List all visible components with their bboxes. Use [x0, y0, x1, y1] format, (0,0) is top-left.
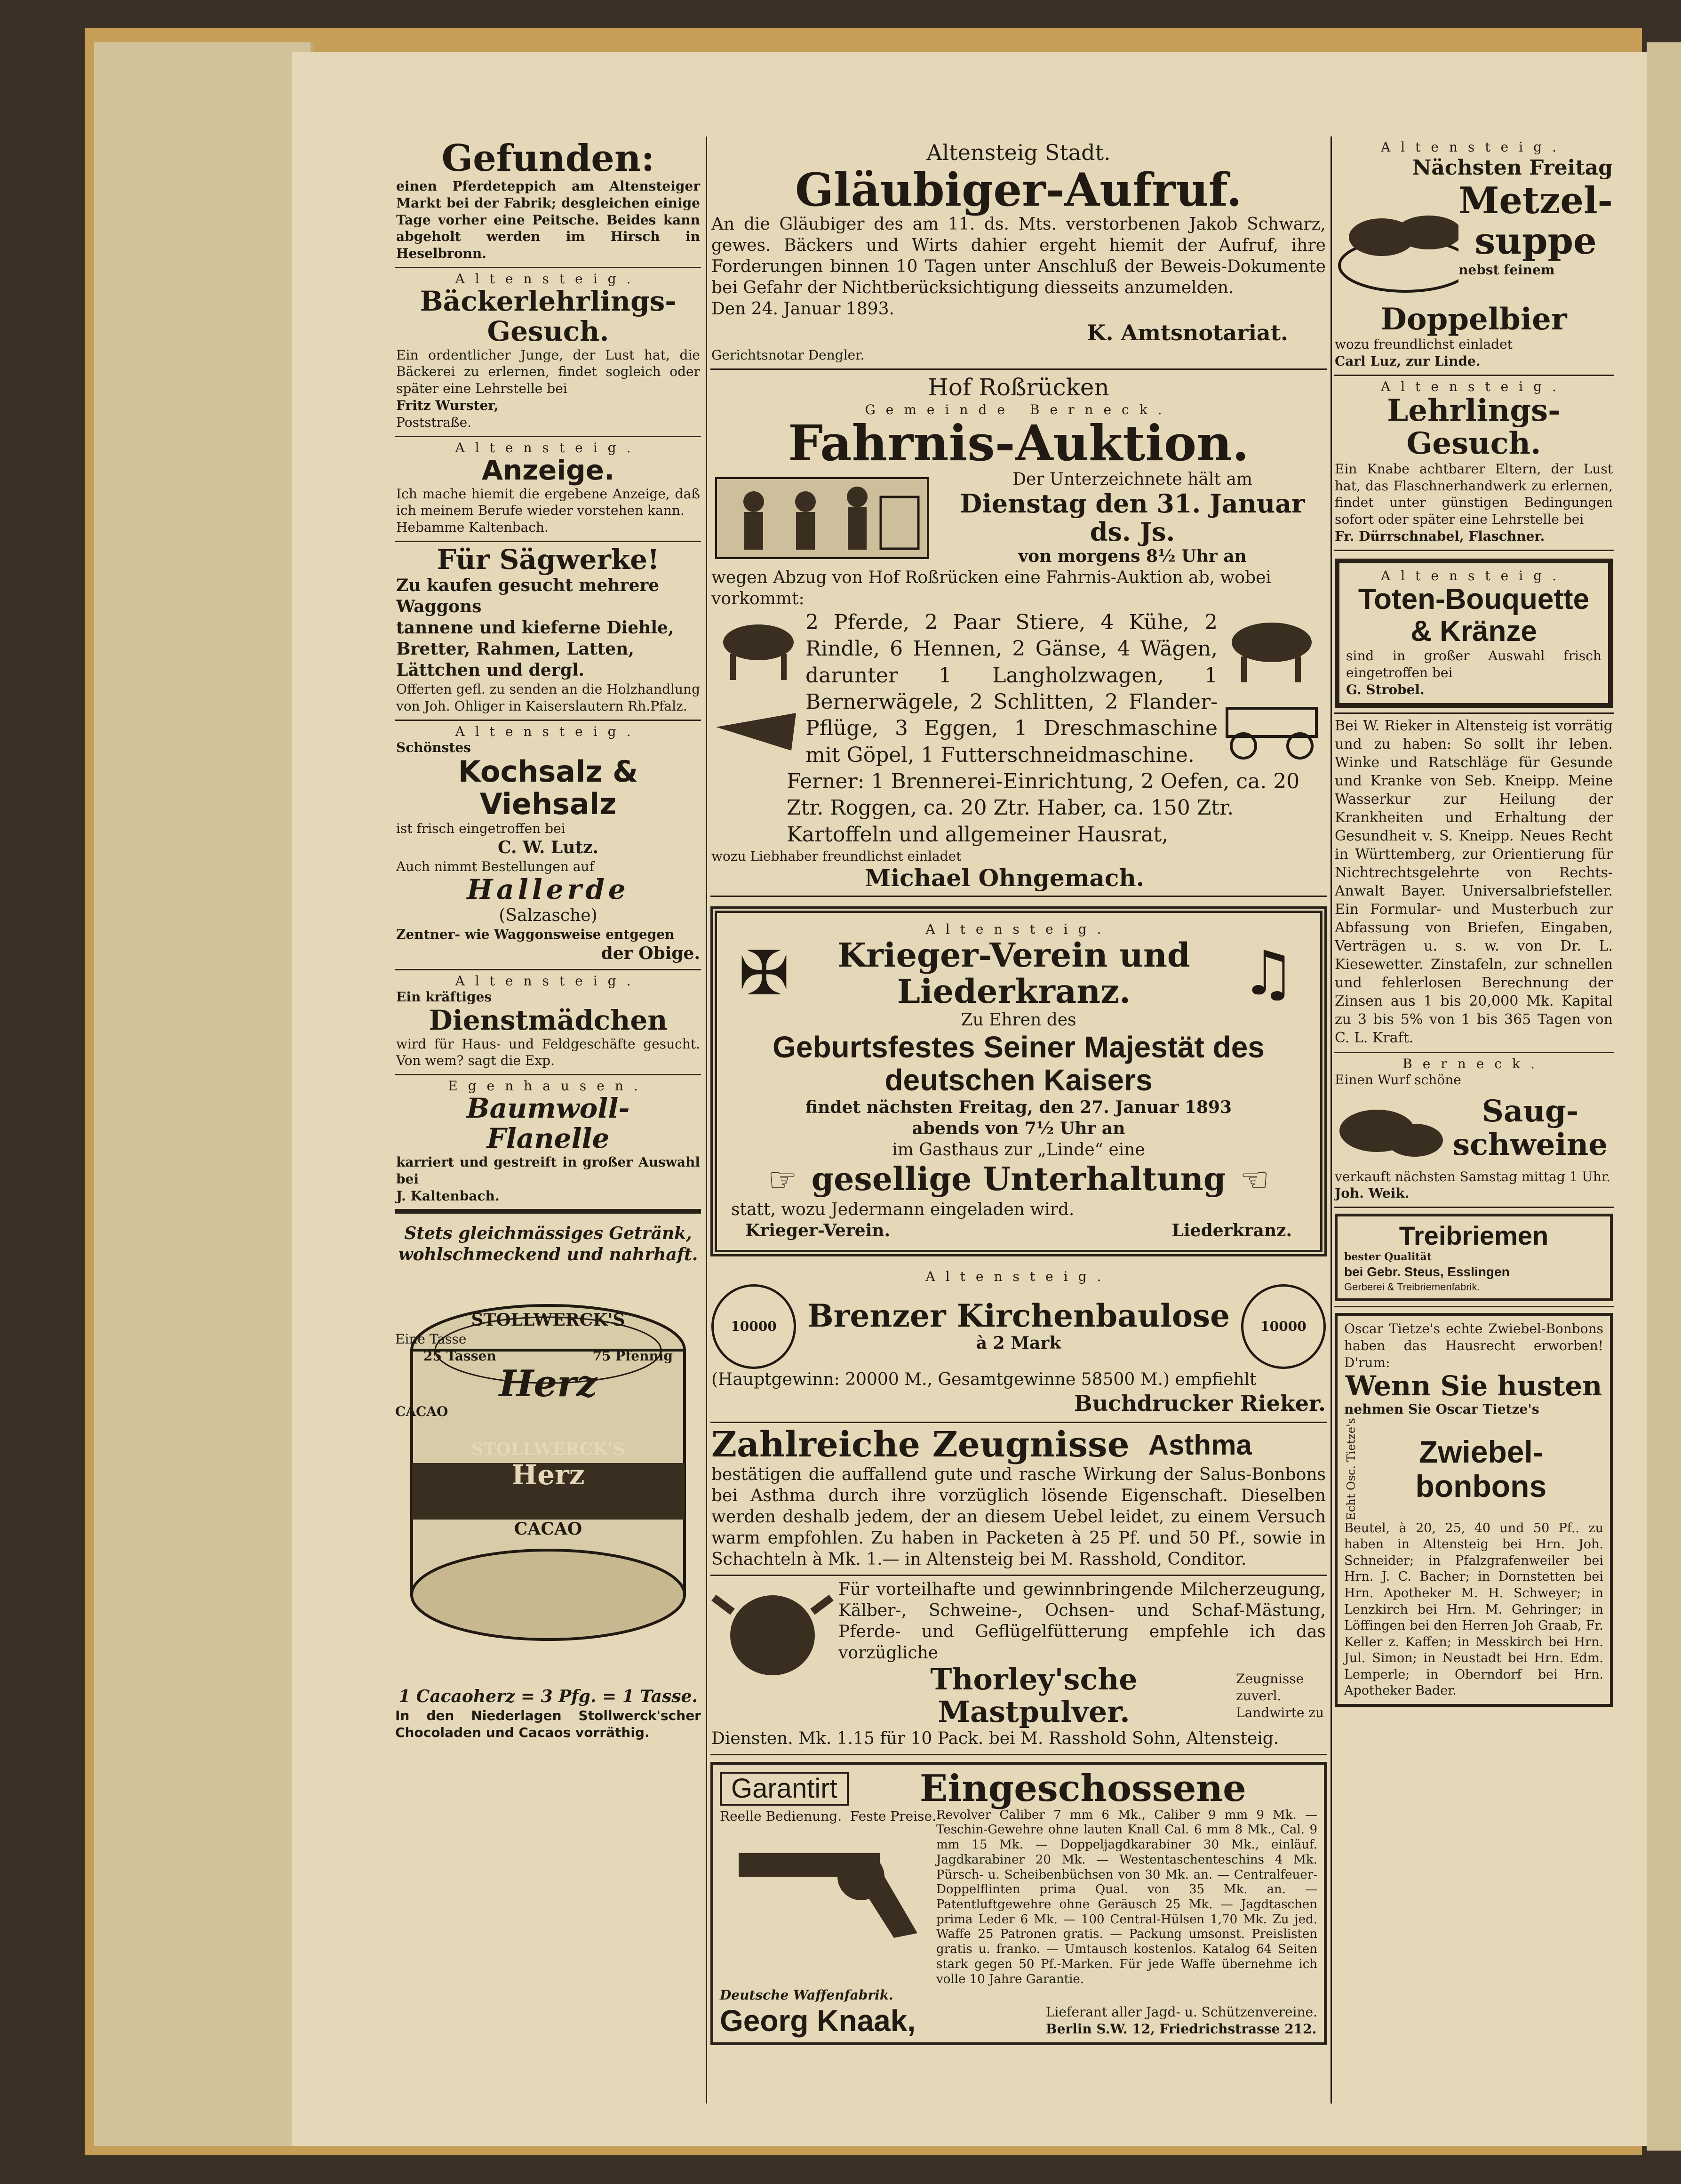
ad-title: Brenzer Kirchenbaulose: [807, 1297, 1230, 1334]
pointing-hand-right-icon: ☞: [767, 1160, 797, 1199]
ad-municipality: Gemeinde Berneck.: [865, 402, 1172, 418]
next-page-edge: [1647, 42, 1681, 2151]
tin-cacao-2: CACAO: [514, 1519, 582, 1539]
ad-text: Ein Knabe achtbarer Eltern, der Lust hat, das Flaschnerhandwerk zu erlernen, findet unter günstigen Bedingungen sofort oder später eine Lehrstelle bei: [1335, 461, 1613, 528]
ad-toten-bouquette: [1335, 559, 1613, 708]
ad-pre: Schönstes: [396, 739, 471, 755]
tin-cacao: CACAO: [395, 1403, 448, 1419]
ad-signature: bei Gebr. Steus, Esslingen: [1344, 1264, 1510, 1280]
ad-stollwerck: [395, 1214, 701, 1741]
ad-gefunden: [395, 136, 701, 268]
auction-scene-illustration: [711, 469, 932, 563]
ad-place: Altensteig.: [1380, 139, 1567, 155]
ad-signature-2: Gerichtsnotar Dengler.: [711, 347, 865, 363]
column-right: [1334, 136, 1614, 2113]
ad-title-2: Viehsalz: [479, 786, 617, 821]
ad-signature: Joh. Weik.: [1335, 1185, 1410, 1201]
lyre-icon: ♫: [1241, 937, 1296, 1009]
ad-mastpulver: [710, 1576, 1327, 1755]
ad-title: Kochsalz &: [458, 754, 638, 789]
stollwerck-footer: In den Niederlagen Stollwerck'scher Chocoladen und Cacaos vorräthig.: [395, 1708, 701, 1741]
ad-date: Den 24. Januar 1893.: [711, 299, 894, 319]
ad-text-2: abends von 7½ Uhr an: [912, 1118, 1125, 1138]
ad-title-2: & Kränze: [1410, 615, 1537, 648]
tin-brand: STOLLWERCK'S: [471, 1310, 625, 1330]
ad-title: Anzeige.: [481, 454, 615, 486]
ad-dienstmaedchen: [395, 970, 701, 1075]
ad-signature: C. W. Lutz.: [497, 837, 599, 857]
ad-salz: [395, 721, 701, 970]
ad-text: Revolver Caliber 7 mm 6 Mk., Caliber 9 mm 9 Mk. — Teschin-Gewehre ohne lauten Knall Cal. 6 mm 8 Mk., Cal. 9 mm 15 Mk. — Doppeljagdkarabiner 30 Mk., einläuf. Jagdkarabiner 20 Mk. — Westentaschenteschins 4 Mk. Pürsch- u. Scheibenbüchsen von 30 Mk. an. — Centralfeuer-Doppelflinten prima Qual. von 35 Mk. an. — Patentluftgewehre ohne Geräusch 25 Mk. — Jagdtaschen prima Leder 6 Mk. — 100 Central-Hülsen 1,70 Mk. Zu jed. Waffe 25 Patronen gratis. — Packung umsonst. Preislisten gratis u. franko. — Umtausch kostenlos. Katalog 64 Seiten stark gegen 50 Pf.-Marken. Für jede Waffe übernehme ich volle 10 Jahre Garantie.: [936, 1808, 1317, 1986]
auction-more: Ferner: 1 Brennerei-Einrichtung, 2 Oefen, ca. 20 Ztr. Roggen, ca. 20 Ztr. Haber, ca. 150 Ztr. Kartoffeln und allgemeiner Hausrat,: [787, 769, 1300, 847]
ad-place: Altensteig Stadt.: [926, 140, 1111, 165]
ad-text: An die Gläubiger des am 11. ds. Mts. verstorbenen Jakob Schwarz, gewes. Bäckers und Wirts dahier ergeht hiemit der Aufruf, ihre Forderungen binnen 10 Tagen unter Anschluß der Beweis-Dokumente bei Gefahr der Nichtberücksichtigung diesseits anzumelden.: [711, 215, 1326, 298]
binding-strip: [94, 42, 314, 2146]
ad-title: Fahrnis-Auktion.: [788, 414, 1249, 472]
ad-title-2: Liederkranz.: [897, 971, 1131, 1011]
ad-text: (Hauptgewinn: 20000 M., Gesamtgewinne 58500 M.) empfiehlt: [711, 1369, 1257, 1389]
sausage-platter-illustration: [1335, 181, 1458, 303]
ad-salus-bonbons: [710, 1423, 1327, 1576]
cow-and-wagon-icons: [1218, 609, 1326, 765]
ad-label: Reelle Bedienung.: [720, 1808, 842, 1824]
ad-glaeubiger: [710, 136, 1327, 370]
ad-signature: Michael Ohngemach.: [864, 864, 1145, 892]
ad-text: wird für Haus- und Feldgeschäfte gesucht. Von wem? sagt die Exp.: [396, 1036, 700, 1069]
ad-text-2: Offerten gefl. zu senden an die Holzhandlung von Joh. Ohliger in Kaiserslautern Rh.Pfalz.: [396, 681, 700, 714]
ad-fahrnis-auktion: [710, 370, 1327, 897]
tin-brand-2: STOLLWERCK'S: [471, 1439, 625, 1459]
ad-headline-2: deutschen Kaisers: [884, 1063, 1153, 1097]
ad-text-1: findet nächsten Freitag, den 27. Januar 1893: [805, 1097, 1232, 1117]
ad-address: Lieferant aller Jagd- u. Schützenvereine.: [1045, 2004, 1317, 2020]
ad-anzeige: [395, 437, 701, 542]
stollwerck-slogan: Stets gleichmässiges Getränk, wohlschmeckend und nahrhaft.: [398, 1224, 698, 1265]
ad-title: Dienstmädchen: [429, 1004, 668, 1036]
ad-lead: nehmen Sie Oscar Tietze's: [1344, 1401, 1539, 1417]
ad-event: gesellige Unterhaltung: [811, 1160, 1226, 1199]
ad-place: Altensteig.: [455, 723, 641, 739]
ad-title-2: schweine: [1453, 1127, 1608, 1162]
ad-text-3: im Gasthaus zur „Linde“ eine: [892, 1140, 1145, 1160]
ad-title: Metzel-: [1458, 179, 1613, 222]
ad-signature: Krieger-Verein.: [745, 1220, 890, 1240]
ad-text-4: statt, wozu Jedermann eingeladen wird.: [731, 1200, 1075, 1219]
ad-title: Gläubiger-Aufruf.: [795, 163, 1242, 216]
ad-title: Treibriemen: [1399, 1221, 1549, 1251]
horse-and-plough-icons: [711, 609, 805, 765]
ad-title: Für Sägwerke!: [437, 544, 660, 576]
ad-krieger-verein: [710, 906, 1327, 1256]
tin-count: 25 Tassen: [423, 1348, 496, 1364]
ad-brand: Zwiebel-: [1418, 1434, 1543, 1470]
ad-text: tannene und kieferne Diehle, Bretter, Rahmen, Latten, Lättchen und dergl.: [396, 617, 674, 680]
ad-pre: Zu Ehren des: [961, 1010, 1076, 1030]
ad-saegwerke: [395, 542, 701, 720]
ad-signature: Buchdrucker Rieker.: [1074, 1390, 1326, 1416]
ad-place: Altensteig.: [455, 440, 641, 456]
ad-title: Thorley'sche Mastpulver.: [930, 1662, 1138, 1729]
ad-text: verkauft nächsten Samstag mittag 1 Uhr.: [1335, 1168, 1611, 1184]
ad-zwiebelbonbons: [1335, 1313, 1613, 1707]
ad-signature: Hebamme Kaltenbach.: [396, 520, 549, 536]
ad-signature: Fr. Dürrschnabel, Flaschner.: [1335, 528, 1545, 544]
auction-invite: wozu Liebhaber freundlichst einladet: [711, 848, 962, 864]
ad-pre: Einen Wurf schöne: [1335, 1072, 1461, 1088]
ad-signature: G. Strobel.: [1346, 682, 1425, 697]
ad-title: Baumwoll-: [466, 1092, 630, 1125]
ad-place: Hof Roßrücken: [928, 373, 1109, 401]
ad-signature-street: Poststraße.: [396, 414, 472, 430]
ad-item: Hallerde: [467, 873, 629, 906]
ad-place: Altensteig.: [925, 921, 1112, 937]
tin-sub: Eine Tasse: [395, 1331, 467, 1347]
auction-date: Dienstag den 31. Januar ds. Js.: [960, 488, 1305, 547]
ad-georg-knaak: [710, 1762, 1327, 2045]
ad-title: Lehrlings-Gesuch.: [1387, 393, 1561, 462]
ad-quality: bester Qualität: [1344, 1250, 1432, 1263]
ad-text-2: Diensten. Mk. 1.15 für 10 Pack. bei M. Rasshold Sohn, Altensteig.: [711, 1728, 1279, 1748]
column-middle: [710, 136, 1327, 2113]
ad-title: Krieger-Verein und: [837, 935, 1190, 975]
ad-lead: Zu kaufen gesucht mehrere Waggons: [396, 575, 660, 616]
ad-place: Altensteig.: [455, 973, 641, 989]
ad-text: Oscar Tietze's echte Zwiebel-Bonbons haben das Hausrecht erworben! D'rum:: [1344, 1321, 1603, 1370]
ad-pre: Ein kräftiges: [396, 989, 492, 1005]
ad-place: Altensteig.: [1380, 379, 1567, 395]
pointing-hand-left-icon: ☜: [1240, 1160, 1270, 1199]
money-bag-icon: 10000: [711, 1284, 796, 1369]
ad-title-2: Flanelle: [486, 1122, 610, 1155]
ad-keyword: Asthma: [1148, 1429, 1252, 1461]
ad-place: Egenhausen.: [448, 1078, 648, 1094]
ad-garantirt: Garantirt: [720, 1772, 849, 1806]
tin-price: 75 Pfennig: [592, 1348, 673, 1364]
ad-brenzer-lose: [710, 1266, 1327, 1424]
piglets-illustration: [1335, 1088, 1448, 1168]
auction-text-2: wegen Abzug von Hof Roßrücken eine Fahrnis-Auktion ab, wobei vorkommt:: [711, 568, 1271, 609]
iron-cross-icon: ✠: [738, 937, 790, 1009]
ad-place: Altensteig.: [455, 271, 641, 287]
ad-text: Ich mache hiemit die ergebene Anzeige, daß ich meinem Berufe wieder vorstehen kann.: [396, 486, 700, 519]
ad-side: Zeugnisse zuverl. Landwirte zu: [1236, 1671, 1324, 1720]
stollwerck-price-slogan: 1 Cacaoherz = 3 Pfg. = 1 Tasse.: [398, 1687, 698, 1707]
tin-name: Herz: [499, 1362, 598, 1405]
column-rule: [1330, 136, 1332, 2104]
column-left: [395, 136, 701, 2113]
ad-paren: (Salzasche): [499, 906, 598, 926]
ad-subtitle: Gerberei & Treibriemenfabrik.: [1344, 1280, 1480, 1293]
revolver-illustration: [720, 1825, 936, 1947]
ad-label-2: Feste Preise.: [850, 1808, 936, 1824]
ad-treibriemen: [1335, 1214, 1613, 1301]
ad-text-2: Beutel, à 20, 25, 40 und 50 Pf.. zu haben in Altensteig bei Hrn. Joh. Schneider; in Pfalzgrafenweiler bei Hrn. J. C. Bacher; in Dornstetten bei Hrn. Apotheker M. H. Schweyer; in Lenzkirch bei Hrn. M. Gehringer; in Löffingen bei den Herren Joh Graab, Fr. Keller z. Kaffen; in Messkirch bei Hrn. Jul. Simon; in Neustadt bei Hrn. Edm. Lemperle; in Oberndorf bei Hrn. Apotheker Bader.: [1344, 1520, 1603, 1698]
column-rule: [706, 136, 707, 2104]
auction-text-1: Der Unterzeichnete hält am: [1012, 470, 1252, 489]
ad-address-2: Berlin S.W. 12, Friedrichstrasse 212.: [1045, 2021, 1317, 2037]
auction-items: 2 Pferde, 2 Paar Stiere, 4 Kühe, 2 Rindle, 6 Hennen, 2 Gänse, 4 Wägen, darunter 1 Langholzwagen, 1 Bernerwägele, 2 Schlitten, 2 Flander-Pflüge, 3 Eggen, 1 Dreschmaschine mit Göpel, 1 Futterschneidmaschine.: [805, 610, 1218, 767]
ad-place: Berneck.: [1402, 1056, 1545, 1072]
ad-signature: Georg Knaak,: [720, 2003, 916, 2038]
ad-title-3: Doppelbier: [1380, 302, 1567, 337]
ad-text: ist frisch eingetroffen bei: [396, 820, 566, 836]
ad-fabrik: Deutsche Waffenfabrik.: [720, 1987, 893, 2003]
ad-text: sind in großer Auswahl frisch eingetroffen bei: [1346, 648, 1601, 681]
ad-metzelsuppe: [1334, 136, 1614, 376]
ad-text: einen Pferdeteppich am Altensteiger Markt bei der Fabrik; desgleichen einige Tage vorher eine Peitsche. Beides kann abgeholt werden im Hirsch in Heselbronn.: [396, 178, 700, 262]
ad-baeckerlehrling: [395, 268, 701, 437]
ad-title: Toten-Bouquette: [1358, 583, 1590, 616]
ad-place: Altensteig.: [925, 1268, 1112, 1284]
ad-signature: Fritz Wurster,: [396, 398, 499, 414]
ad-buecher: [1334, 714, 1614, 1053]
ad-signature-2: der Obige.: [601, 943, 700, 963]
ad-text: karriert und gestreift in großer Auswahl bei: [396, 1154, 700, 1187]
ad-text: Nächsten Freitag: [1412, 156, 1613, 180]
ad-text: Für vorteilhafte und gewinnbringende Milcherzeugung, Kälber-, Schweine-, Ochsen- und Schaf-Mästung, Pferde- und Geflügelfütterung empfehle ich das vorzügliche: [838, 1580, 1326, 1663]
ad-text-2: nebst feinem: [1458, 262, 1555, 278]
ad-title: Eingeschossene: [919, 1767, 1246, 1810]
money-bag-icon: 10000: [1241, 1284, 1326, 1369]
ad-invite: wozu freundlichst einladet: [1335, 336, 1513, 352]
ad-side: Echt Osc. Tietze's: [1345, 1418, 1358, 1520]
ad-place: Altensteig.: [1380, 568, 1567, 584]
ad-title: Saug-: [1482, 1094, 1579, 1129]
ad-text: Bei W. Rieker in Altensteig ist vorrätig und zu haben: So sollt ihr leben. Winke und Ratschläge für Gesunde und Kranke von Seb. Kneipp. Meine Wasserkur zur Heilung der Krankheiten und Erhaltung der Gesundheit v. S. Kneipp. Neues Recht in Württemberg, zur Orientierung für Nichtrechtsgelehrte von Rechts-Anwalt Bayer. Universalbriefsteller. Ein Formular- und Musterbuch zur Abfassung von Briefen, Eingaben, Verträgen u. s. w. von Dr. L. Kiesewetter. Zinstafeln, zur schnellen und fehlerlosen Berechnung der Zinsen aus 1 bis 20,000 Mk. Kapital zu 3 bis 5% von 1 bis 365 Tagen von C. L. Kraft.: [1335, 717, 1613, 1046]
ad-signature-2: Liederkranz.: [1171, 1220, 1292, 1240]
ad-title: Bäckerlehrlings-Gesuch.: [420, 285, 677, 347]
ad-baumwolle: [395, 1075, 701, 1214]
ad-saugschweine: [1334, 1053, 1614, 1208]
ad-headline: Geburtsfestes Seiner Majestät des: [773, 1030, 1265, 1064]
ad-signature: J. Kaltenbach.: [396, 1188, 500, 1204]
ad-text: Ein ordentlicher Junge, der Lust hat, die Bäckerei zu erlernen, findet sogleich oder später eine Lehrstelle bei: [396, 347, 700, 397]
ad-text: bestätigen die auffallend gute und rasche Wirkung der Salus-Bonbons bei Asthma durch ihre vorzüglich lösende Eigenschaft. Dieselben werden deshalb jedem, der an diesem Uebel leidet, zu einem Versuch warm empfohlen. Zu haben in Packeten à 25 Pf. und 50 Pf., sowie in Schachteln à Mk. 1.— in Altensteig bei M. Rasshold, Conditor.: [711, 1465, 1326, 1569]
ad-text-2: Auch nimmt Bestellungen auf: [396, 858, 594, 874]
ad-title: Wenn Sie husten: [1345, 1369, 1602, 1402]
ad-title: Gefunden:: [441, 137, 655, 180]
ad-price: à 2 Mark: [976, 1333, 1061, 1353]
auction-time: von morgens 8½ Uhr an: [1018, 546, 1247, 567]
ad-brand-2: bonbons: [1415, 1469, 1547, 1504]
tin-name-2: Herz: [511, 1458, 585, 1491]
ad-signature: K. Amtsnotariat.: [1087, 320, 1288, 346]
cattle-head-illustration: [711, 1579, 834, 1682]
ad-title-2: suppe: [1474, 219, 1597, 263]
ad-text-3: Zentner- wie Waggonsweise entgegen: [396, 927, 675, 943]
ad-title: Zahlreiche Zeugnisse: [711, 1424, 1130, 1465]
ad-lehrling-flaschner: [1334, 376, 1614, 551]
ad-signature: Carl Luz, zur Linde.: [1335, 353, 1481, 369]
